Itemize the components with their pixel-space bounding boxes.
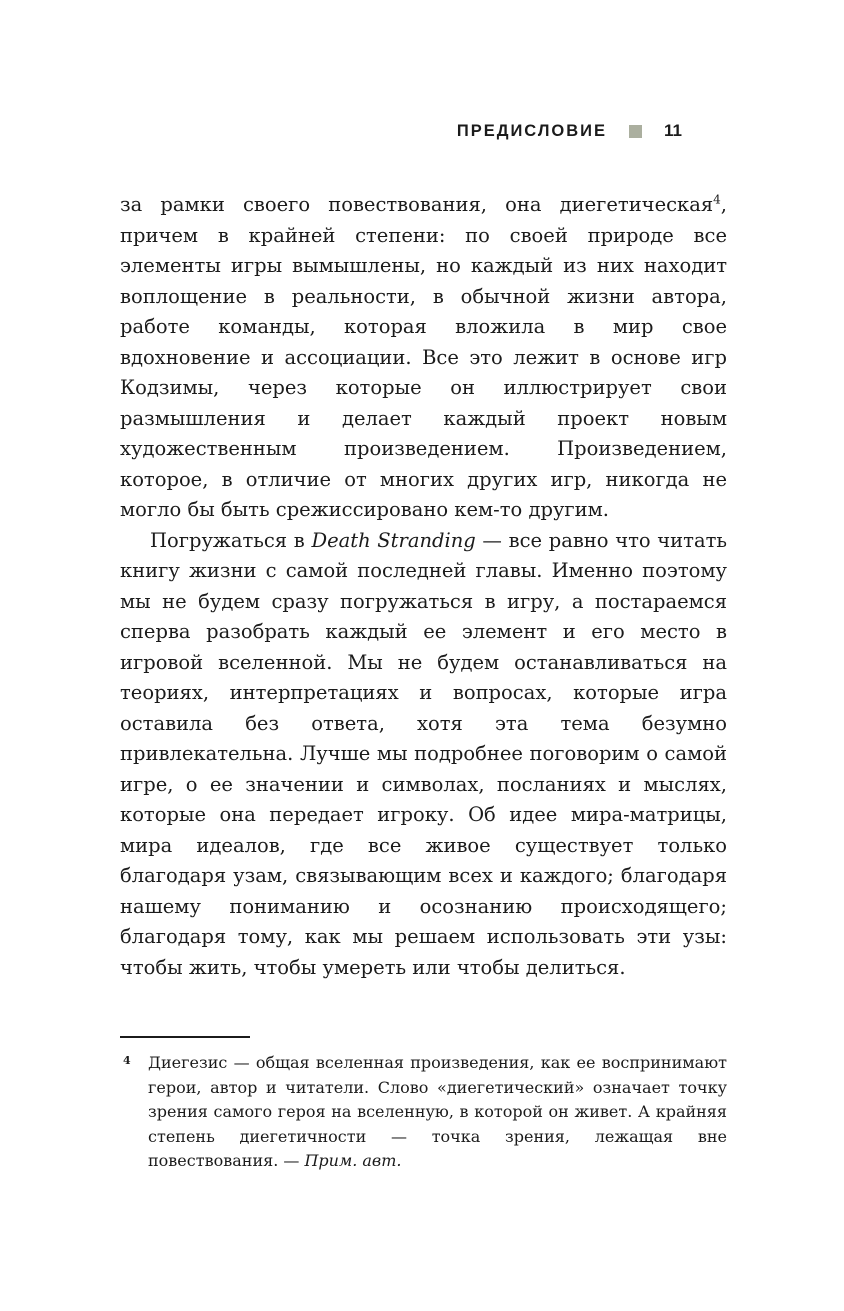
paragraph-text: , причем в крайней степени: по своей природе все элементы игры вымышлены, но каждый из них находит воплощение в реальности, в обычной жизни автора, работе команды, которая вложила в мир свое вдохновение и ассоциации. Все это лежит в основе игр Кодзимы, через которые он иллюстрирует свои размышления и делает каждый проект новым художественным произведением. Произведением, которое, в отличие от многих других игр, никогда не могло бы быть срежиссировано кем-то другим. xyxy=(120,193,727,521)
footnote-area xyxy=(120,1036,727,1174)
square-ornament-icon xyxy=(629,125,642,138)
paragraph xyxy=(120,526,727,984)
footnote xyxy=(120,1051,727,1174)
footnote-rule xyxy=(120,1036,250,1038)
footnote-text: Диегезис — общая вселенная произведения, как ее воспринимают герои, автор и читатели. Слово «диегетический» означает точку зрения самого героя на вселенную, в которой он живет. А крайняя степень диегетичности — точка зрения, лежащая вне повествования. — xyxy=(148,1053,727,1170)
paragraph-text: за рамки своего повествования, она диегетическая xyxy=(120,193,714,216)
chapter-title: ПРЕДИСЛОВИЕ xyxy=(456,121,608,140)
paragraph-text: Погружаться в xyxy=(150,528,312,552)
footnote-reference: 4 xyxy=(713,192,721,207)
body-text xyxy=(120,190,727,983)
footnote-marker: 4 xyxy=(123,1054,131,1067)
paragraph-text: — все равно что читать книгу жизни с самой последней главы. Именно поэтому мы не будем сразу погружаться в игру, а постараемся сперва разобрать каждый ее элемент и его место в игровой вселенной. Мы не будем останавливаться на теориях, интерпретациях и вопросах, которые игра оставила без ответа, хотя эта тема безумно привлекательна. Лучше мы подробнее поговорим о самой игре, о ее значении и символах, посланиях и мыслях, которые она передает игроку. Об идее мира-матрицы, мира идеалов, где все живое существует только благодаря узам, связывающим всех и каждого; благодаря нашему пониманию и осознанию происходящего; благодаря тому, как мы решаем использовать эти узы: чтобы жить, чтобы умереть или чтобы делиться. xyxy=(120,528,727,979)
paragraph-continuation xyxy=(120,190,727,526)
page-number: 11 xyxy=(664,121,682,140)
game-title: Death Stranding xyxy=(311,528,476,552)
page-header xyxy=(120,121,726,141)
footnote-attribution: Прим. авт. xyxy=(304,1151,402,1170)
